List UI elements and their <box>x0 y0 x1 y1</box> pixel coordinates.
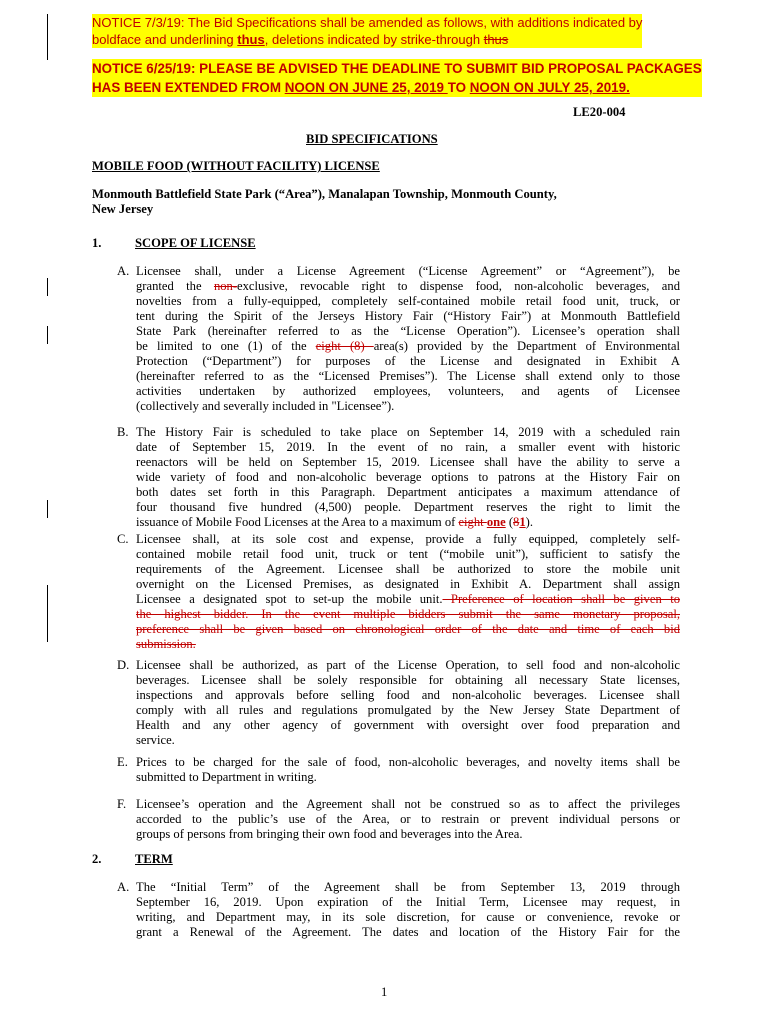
change-bar <box>47 326 48 344</box>
paragraph-term-a <box>136 880 680 940</box>
text: granted the <box>136 279 214 293</box>
change-bar <box>47 278 48 296</box>
para-line: reenactors will be held on September 15, 2019. Licensee shall have the ability to serve a <box>136 455 680 469</box>
para-line: The “Initial Term” of the Agreement shall be from September 13, 2019 through <box>136 880 680 894</box>
para-line: Licensee shall, at its sole cost and expense, provide a fully equipped, completely self- <box>136 532 680 546</box>
item-label: B. <box>117 425 129 439</box>
para-line: beverages. Licensee shall be solely responsible for obtaining all necessary State licenses, <box>136 673 680 687</box>
paragraph-scope-d <box>136 658 680 748</box>
paragraph-scope-f <box>136 797 680 842</box>
text: area(s) provided by the Department of Environmental <box>373 339 680 353</box>
para-line: comply with all rules and regulations promulgated by the New Jersey State Department of <box>136 703 680 717</box>
change-bar <box>47 500 48 518</box>
para-line <box>136 339 680 354</box>
deleted-text: eight (8) <box>315 339 374 353</box>
notice-text: , deletions indicated by strike-through <box>264 32 484 47</box>
text: ). <box>525 515 533 529</box>
location-line2: New Jersey <box>92 202 154 216</box>
item-label: E. <box>117 755 128 769</box>
notice-old-deadline: NOON ON JUNE 25, 2019 <box>284 80 448 95</box>
para-line: (hereinafter referred to as the “Licensed Premises”). The License shall extend only to those <box>136 369 680 383</box>
notice-text: TO <box>447 80 470 95</box>
para-line: Licensee shall, under a License Agreement (“License Agreement” or “Agreement”), be <box>136 264 680 278</box>
para-line: accorded to the public’s use of the Area, or to restrain or prevent individual persons or <box>136 812 680 826</box>
text: Licensee a designated spot to set-up the mobile unit. <box>136 592 443 606</box>
notice-amendment <box>92 14 642 48</box>
deleted-text: 8 <box>513 515 520 529</box>
item-label: D. <box>117 658 130 672</box>
para-line: overnight on the Licensed Premises, as designated in Exhibit A. Department shall assign <box>136 577 680 591</box>
notice-deadline-line1: NOTICE 6/25/19: PLEASE BE ADVISED THE DEADLINE TO SUBMIT BID PROPOSAL PACKAGES <box>92 61 702 76</box>
item-label: C. <box>117 532 129 546</box>
para-line: September 16, 2019. Upon expiration of the Initial Term, Licensee may request, in <box>136 895 680 909</box>
para-line: wide variety of food and non-alcoholic beverage options to patrons at the History Fair on <box>136 470 680 484</box>
notice-text: HAS BEEN EXTENDED FROM <box>92 80 285 95</box>
para-line: contained mobile retail food unit, truck or tent (“mobile unit”), sufficient to satisfy the <box>136 547 680 561</box>
para-line: activities undertaken by authorized employees, volunteers, and agents of Licensee <box>136 384 680 398</box>
section-title: TERM <box>135 852 173 866</box>
para-line: tent during the Spirit of the Jerseys History Fair (“History Fair”) at Monmouth Battlefield <box>136 309 680 323</box>
added-text: one <box>486 515 506 529</box>
para-line: groups of persons from bringing their own food and beverages into the Area. <box>136 827 523 841</box>
para-line: Protection (“Department”) for purposes of the License and designated in Exhibit A <box>136 354 680 368</box>
deleted-line: submission. <box>136 637 196 651</box>
notice-text: boldface and underlining <box>92 32 238 47</box>
para-line: writing, and Department may, in its sole discretion, for cause or convenience, revoke or <box>136 910 680 924</box>
notice-example-strike: thus <box>483 32 509 47</box>
change-bar <box>47 585 48 642</box>
para-line: novelties from a fully-equipped, completely self-contained mobile retail food unit, truck, or <box>136 294 680 308</box>
document-id: LE20-004 <box>573 105 626 119</box>
para-line: submitted to Department in writing. <box>136 770 317 784</box>
page-number: 1 <box>381 985 388 999</box>
notice-amendment-line2 <box>92 31 642 48</box>
notice-new-deadline: NOON ON JULY 25, 2019. <box>469 80 630 95</box>
deleted-line: the highest bidder. In the event multiple bidders submit the same monetary proposal, <box>136 607 680 621</box>
text: ( <box>505 515 514 529</box>
item-label: F. <box>117 797 127 811</box>
para-line <box>136 592 680 607</box>
paragraph-scope-c <box>136 532 680 652</box>
deleted-text: non- <box>213 279 238 293</box>
para-line: Licensee shall be authorized, as part of the License Operation, to sell food and non-alcoholic <box>136 658 680 672</box>
para-line: inspections and approvals before selling food and non-alcoholic beverages. Licensee shall <box>136 688 680 702</box>
deleted-text: Preference of location shall be given to <box>442 592 680 606</box>
para-line: Prices to be charged for the sale of food, non-alcoholic beverages, and novelty items shall be <box>136 755 680 769</box>
text: issuance of Mobile Food Licenses at the Area to a maximum of <box>136 515 459 529</box>
section-number: 1. <box>92 236 102 250</box>
section-number: 2. <box>92 852 102 866</box>
para-line: service. <box>136 733 175 747</box>
para-line: (collectively and severally included in "Licensee”). <box>136 399 395 413</box>
location-line1: Monmouth Battlefield State Park (“Area”), Manalapan Township, Monmouth County, <box>92 187 557 201</box>
para-line <box>136 279 680 294</box>
text: exclusive, revocable right to dispense food, non-alcoholic beverages, and <box>237 279 680 293</box>
para-line: grant a Renewal of the Agreement. The dates and location of the History Fair for the <box>136 925 680 939</box>
item-label: A. <box>117 264 130 278</box>
license-type-heading: MOBILE FOOD (WITHOUT FACILITY) LICENSE <box>92 159 380 173</box>
added-text: 1 <box>519 515 526 529</box>
section-title: SCOPE OF LICENSE <box>135 236 256 250</box>
para-line: both dates set forth in this Paragraph. Department anticipates a maximum attendance of <box>136 485 680 499</box>
para-line: The History Fair is scheduled to take place on September 14, 2019 with a scheduled rain <box>136 425 680 439</box>
para-line: requirements of the Agreement. Licensee shall be authorized to store the mobile unit <box>136 562 680 576</box>
item-label: A. <box>117 880 130 894</box>
paragraph-scope-e <box>136 755 680 785</box>
deleted-line: preference shall be given based on chronological order of the date and time of each bid <box>136 622 680 636</box>
page-title: BID SPECIFICATIONS <box>306 132 438 146</box>
notice-amendment-line1: NOTICE 7/3/19: The Bid Specifications shall be amended as follows, with additions indicated by <box>92 15 643 30</box>
para-line: Health and any other agency of government with oversight over food preparation and <box>136 718 680 732</box>
para-line: State Park (hereinafter referred to as the “License Operation”). Licensee’s operation shall <box>136 324 680 338</box>
paragraph-scope-b <box>136 425 680 530</box>
para-line: date of September 15, 2019. In the event of no rain, a smaller event with historic <box>136 440 680 454</box>
notice-example-bold: thus <box>237 32 265 47</box>
para-line <box>136 515 680 530</box>
notice-deadline <box>92 59 702 97</box>
notice-deadline-line2 <box>92 78 702 97</box>
para-line: four thousand five hundred (4,500) people. Department reserves the right to limit the <box>136 500 680 514</box>
para-line: Licensee’s operation and the Agreement shall not be construed so as to affect the privileges <box>136 797 680 811</box>
paragraph-scope-a <box>136 264 680 414</box>
change-bar <box>47 14 48 60</box>
deleted-text: eight <box>458 515 487 529</box>
text: be limited to one (1) of the <box>136 339 316 353</box>
